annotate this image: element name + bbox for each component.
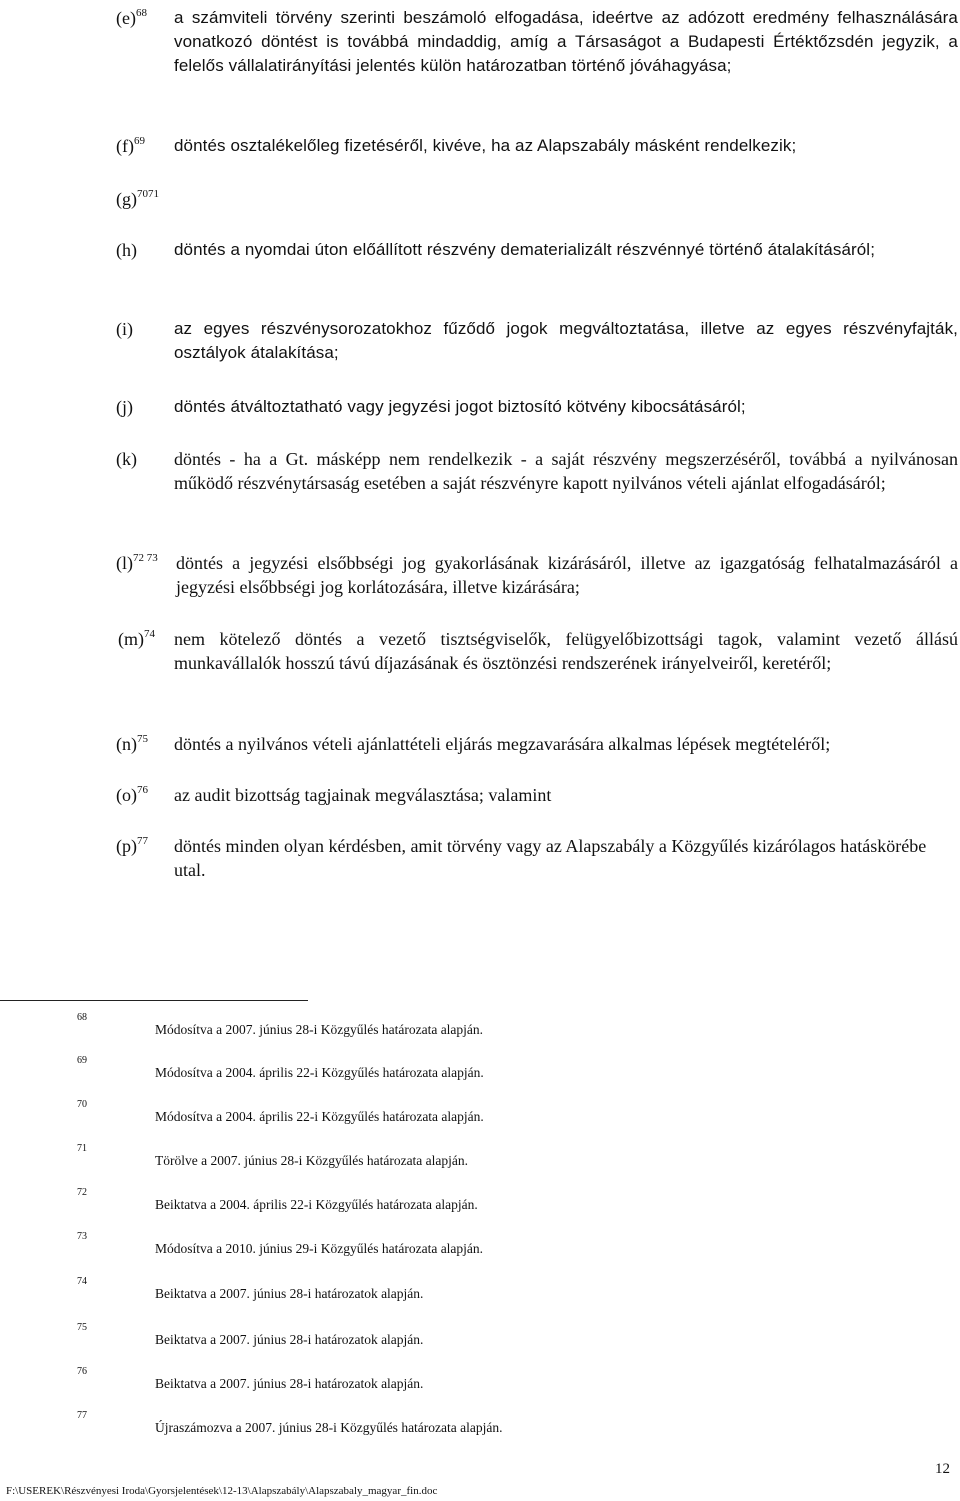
footnote-number: 68 (77, 1012, 87, 1023)
footnote-text: Törölve a 2007. június 28-i Közgyűlés határozata alapján. (155, 1153, 469, 1168)
footnote-text: Beiktatva a 2007. június 28-i határozatok alapján. (155, 1376, 424, 1391)
footnote-text: Beiktatva a 2007. június 28-i határozatok alapján. (155, 1286, 424, 1301)
item-text: döntés a nyilvános vételi ajánlattételi eljárás megzavarására alkalmas lépések megtételéről; (174, 734, 831, 754)
item-label: $(g)^{7071}$ (116, 188, 159, 209)
item-text: nem kötelező döntés a vezető tisztségviselők, felügyelőbizottsági tagok, valamint vezető állású munkavállalók hosszú távú díjazásának és ösztönzési rendszerének irányelveiről, keretéről; (174, 629, 958, 673)
footnote-number: 75 (77, 1322, 87, 1333)
footnote-text: Módosítva a 2004. április 22-i Közgyűlés határozata alapján. (155, 1065, 484, 1080)
footnote-number: 74 (77, 1276, 87, 1287)
footnote-divider (0, 1000, 308, 1001)
footnote-number: 71 (77, 1143, 87, 1154)
item-text: döntés minden olyan kérdésben, amit törvény vagy az Alapszabály a Közgyűlés kizárólagos hatáskörébe utal. (174, 836, 927, 880)
page-number: 12 (935, 1461, 950, 1477)
item-label: $(e)^{68}$ (116, 7, 147, 28)
item-text: döntés átváltoztatható vagy jegyzési jogot biztosító kötvény kibocsátásáról; (174, 397, 746, 416)
footnote-number: 72 (77, 1187, 87, 1198)
footnote-number: 77 (77, 1410, 87, 1421)
item-label: (i) (116, 319, 133, 339)
item-text: döntés a nyomdai úton előállított részvény dematerializált részvénnyé történő átalakításáról; (174, 240, 876, 259)
item-text: döntés osztalékelőleg fizetéséről, kivéve, ha az Alapszabály másként rendelkezik; (174, 136, 797, 155)
footnote-number: 73 (77, 1231, 87, 1242)
item-text: a számviteli törvény szerinti beszámoló elfogadása, ideértve az adózott eredmény felhasználására vonatkozó döntést is továbbá mindaddig, amíg a Társaságot a Budapesti Értéktőzsdén jegyzik, a felelős vállalatirányítási jelentés külön határozatban történő jóváhagyása; (174, 8, 958, 75)
item-label: $(o)^{76}$ (116, 784, 148, 805)
item-label: $(n)^{75}$ (116, 733, 148, 754)
footnote-text: Beiktatva a 2004. április 22-i Közgyűlés határozata alapján. (155, 1197, 478, 1212)
item-label: $(f)^{69}$ (116, 135, 145, 156)
footnote-number: 76 (77, 1366, 87, 1377)
item-label: (j) (116, 397, 133, 417)
item-text: az audit bizottság tagjainak megválasztása; valamint (174, 785, 552, 805)
footnote-text: Módosítva a 2004. április 22-i Közgyűlés határozata alapján. (155, 1109, 484, 1124)
footnote-number: 69 (77, 1055, 87, 1066)
item-label: (h) (116, 240, 137, 260)
item-label: (k) (116, 449, 137, 469)
item-text: döntés - ha a Gt. másképp nem rendelkezik - a saját részvény megszerzéséről, továbbá a nyilvánosan működő részvénytársaság esetében a saját részvényre kapott nyilvános vételi ajánlat elfogadásáról; (174, 449, 958, 493)
item-label: $(l)^{72 73}$ (116, 552, 158, 573)
footnote-number: 70 (77, 1099, 87, 1110)
footnote-text: Beiktatva a 2007. június 28-i határozatok alapján. (155, 1332, 424, 1347)
item-label: $(p)^{77}$ (116, 835, 148, 856)
item-label: $(m)^{74}$ (118, 628, 155, 649)
file-path: F:\USEREK\Részvényesi Iroda\Gyorsjelentések\12-13\Alapszabály\Alapszabaly_magyar_fin.doc (6, 1485, 438, 1497)
footnote-text: Módosítva a 2007. június 28-i Közgyűlés határozata alapján. (155, 1022, 484, 1037)
footnote-text: Újraszámozva a 2007. június 28-i Közgyűlés határozata alapján. (155, 1420, 503, 1435)
footnote-text: Módosítva a 2010. június 29-i Közgyűlés határozata alapján. (155, 1241, 484, 1256)
item-text: az egyes részvénysorozatokhoz fűződő jogok megváltoztatása, illetve az egyes részvényfajták, osztályok átalakítása; (174, 319, 958, 362)
item-text: döntés a jegyzési elsőbbségi jog gyakorlásának kizárásáról, illetve az igazgatóság felhatalmazásáról a jegyzési elsőbbségi jog korlátozására, illetve kizárására; (176, 553, 958, 597)
